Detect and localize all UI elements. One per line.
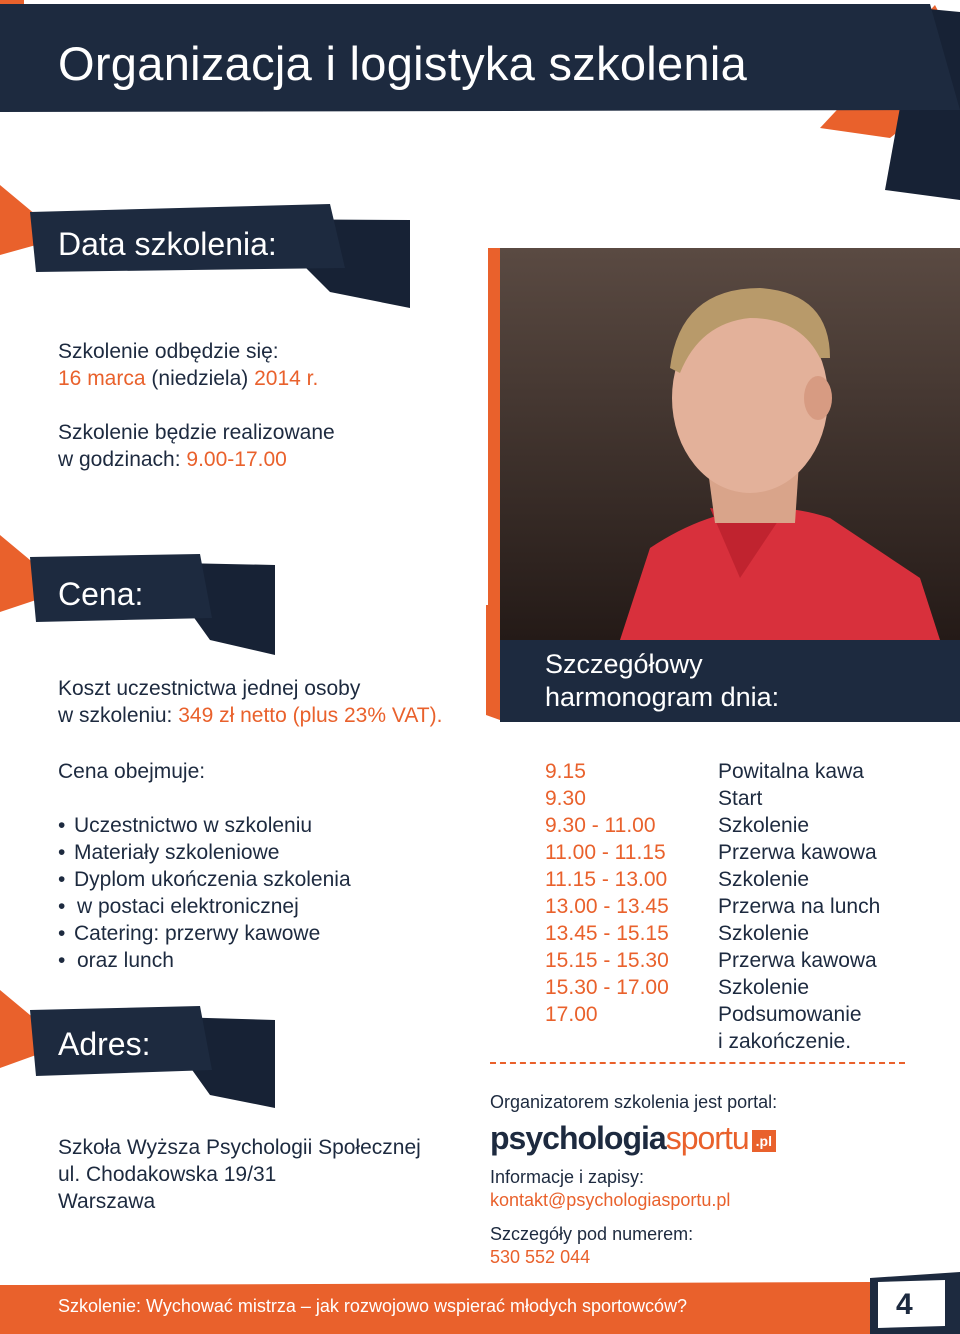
schedule-activity: Przerwa na lunch <box>718 895 881 918</box>
hours-prefix: w godzinach: <box>58 448 181 471</box>
contact-email-link[interactable]: kontakt@psychologiasportu.pl <box>490 1190 731 1210</box>
logo-bold-part: psychologia <box>490 1120 666 1156</box>
schedule-activity: Przerwa kawowa <box>718 949 877 972</box>
schedule-time: 15.30 - 17.00 <box>545 976 669 999</box>
logo-light-part: sportu <box>665 1120 749 1156</box>
schedule-time: 9.30 - 11.00 <box>545 814 656 837</box>
details-label: Szczegóły pod numerem: <box>490 1224 694 1244</box>
schedule-heading-line-1: Szczegółowy <box>545 649 703 679</box>
price-prefix: w szkoleniu: <box>58 704 173 727</box>
schedule-activity: i zakończenie. <box>718 1030 852 1053</box>
schedule-time: 13.45 - 15.15 <box>545 922 669 945</box>
date-weekday: (niedziela) <box>151 367 249 390</box>
page-number: 4 <box>896 1288 913 1321</box>
trainer-photo-illustration <box>500 248 960 640</box>
address-section-body <box>58 1134 488 1215</box>
hours-line-2 <box>58 446 478 473</box>
list-item: • Materiały szkoleniowe <box>58 839 488 866</box>
schedule-activities <box>718 758 958 1055</box>
schedule-activity: Szkolenie <box>718 922 810 945</box>
list-item: • Catering: przerwy kawowe <box>58 920 488 947</box>
list-item-continuation <box>58 893 488 920</box>
price-includes-list <box>58 812 488 974</box>
date-year: 2014 r. <box>254 367 319 390</box>
schedule-time: 15.15 - 15.30 <box>545 949 669 972</box>
page-title: Organizacja i logistyka szkolenia <box>58 37 748 90</box>
hours-value: 9.00-17.00 <box>186 448 287 471</box>
info-label: Informacje i zapisy: <box>490 1167 645 1187</box>
price-includes-label: Cena obejmuje: <box>58 760 206 783</box>
date-highlight: 16 marca <box>58 367 146 390</box>
list-item-continuation <box>58 947 488 974</box>
dashed-divider <box>490 1062 905 1064</box>
schedule-activity: Szkolenie <box>718 814 810 837</box>
date-line-1: Szkolenie odbędzie się: <box>58 340 279 363</box>
address-section-heading: Adres: <box>58 1026 151 1062</box>
date-section-body <box>58 338 478 473</box>
hours-line-1: Szkolenie będzie realizowane <box>58 421 335 444</box>
trainer-photo <box>500 248 960 640</box>
schedule-time: 13.00 - 13.45 <box>545 895 669 918</box>
list-item: • Dyplom ukończenia szkolenia <box>58 866 488 893</box>
schedule-activity: Szkolenie <box>718 868 810 891</box>
schedule-time: 17.00 <box>545 1003 598 1026</box>
address-line-3: Warszawa <box>58 1190 156 1213</box>
price-section-body <box>58 675 488 974</box>
list-item: • Uczestnictwo w szkoleniu <box>58 812 488 839</box>
schedule-activity: Podsumowanie <box>718 1003 862 1026</box>
price-section-heading: Cena: <box>58 576 144 612</box>
organizer-label: Organizatorem szkolenia jest portal: <box>490 1092 778 1112</box>
date-line-2 <box>58 365 478 392</box>
address-line-2: ul. Chodakowska 19/31 <box>58 1163 277 1186</box>
schedule-activity: Przerwa kawowa <box>718 841 877 864</box>
date-section-heading: Data szkolenia: <box>58 226 277 262</box>
schedule-time: 9.30 <box>545 787 586 810</box>
psychologiasportu-logo[interactable] <box>490 1120 776 1157</box>
list-item-continuation-text: w postaci elektronicznej <box>77 895 299 918</box>
schedule-time: 11.15 - 13.00 <box>545 868 668 891</box>
list-item-continuation-text: oraz lunch <box>77 949 174 972</box>
footer-caption: Szkolenie: Wychować mistrza – jak rozwojowo wspierać młodych sportowców? <box>58 1296 688 1316</box>
logo-tld-badge: .pl <box>752 1130 776 1152</box>
address-line-1: Szkoła Wyższa Psychologii Społecznej <box>58 1136 421 1159</box>
schedule-time: 11.00 - 11.15 <box>545 841 666 864</box>
schedule-activity: Powitalna kawa <box>718 760 864 783</box>
schedule-activity: Start <box>718 787 763 810</box>
schedule-activity: Szkolenie <box>718 976 810 999</box>
price-line-2 <box>58 702 488 729</box>
schedule-heading <box>545 648 779 714</box>
schedule-heading-line-2: harmonogram dnia: <box>545 682 780 712</box>
price-line-1: Koszt uczestnictwa jednej osoby <box>58 677 361 700</box>
contact-phone: 530 552 044 <box>490 1247 591 1267</box>
price-value: 349 zł netto (plus 23% VAT). <box>178 704 443 727</box>
schedule-times <box>545 758 705 1028</box>
schedule-time: 9.15 <box>545 760 586 783</box>
